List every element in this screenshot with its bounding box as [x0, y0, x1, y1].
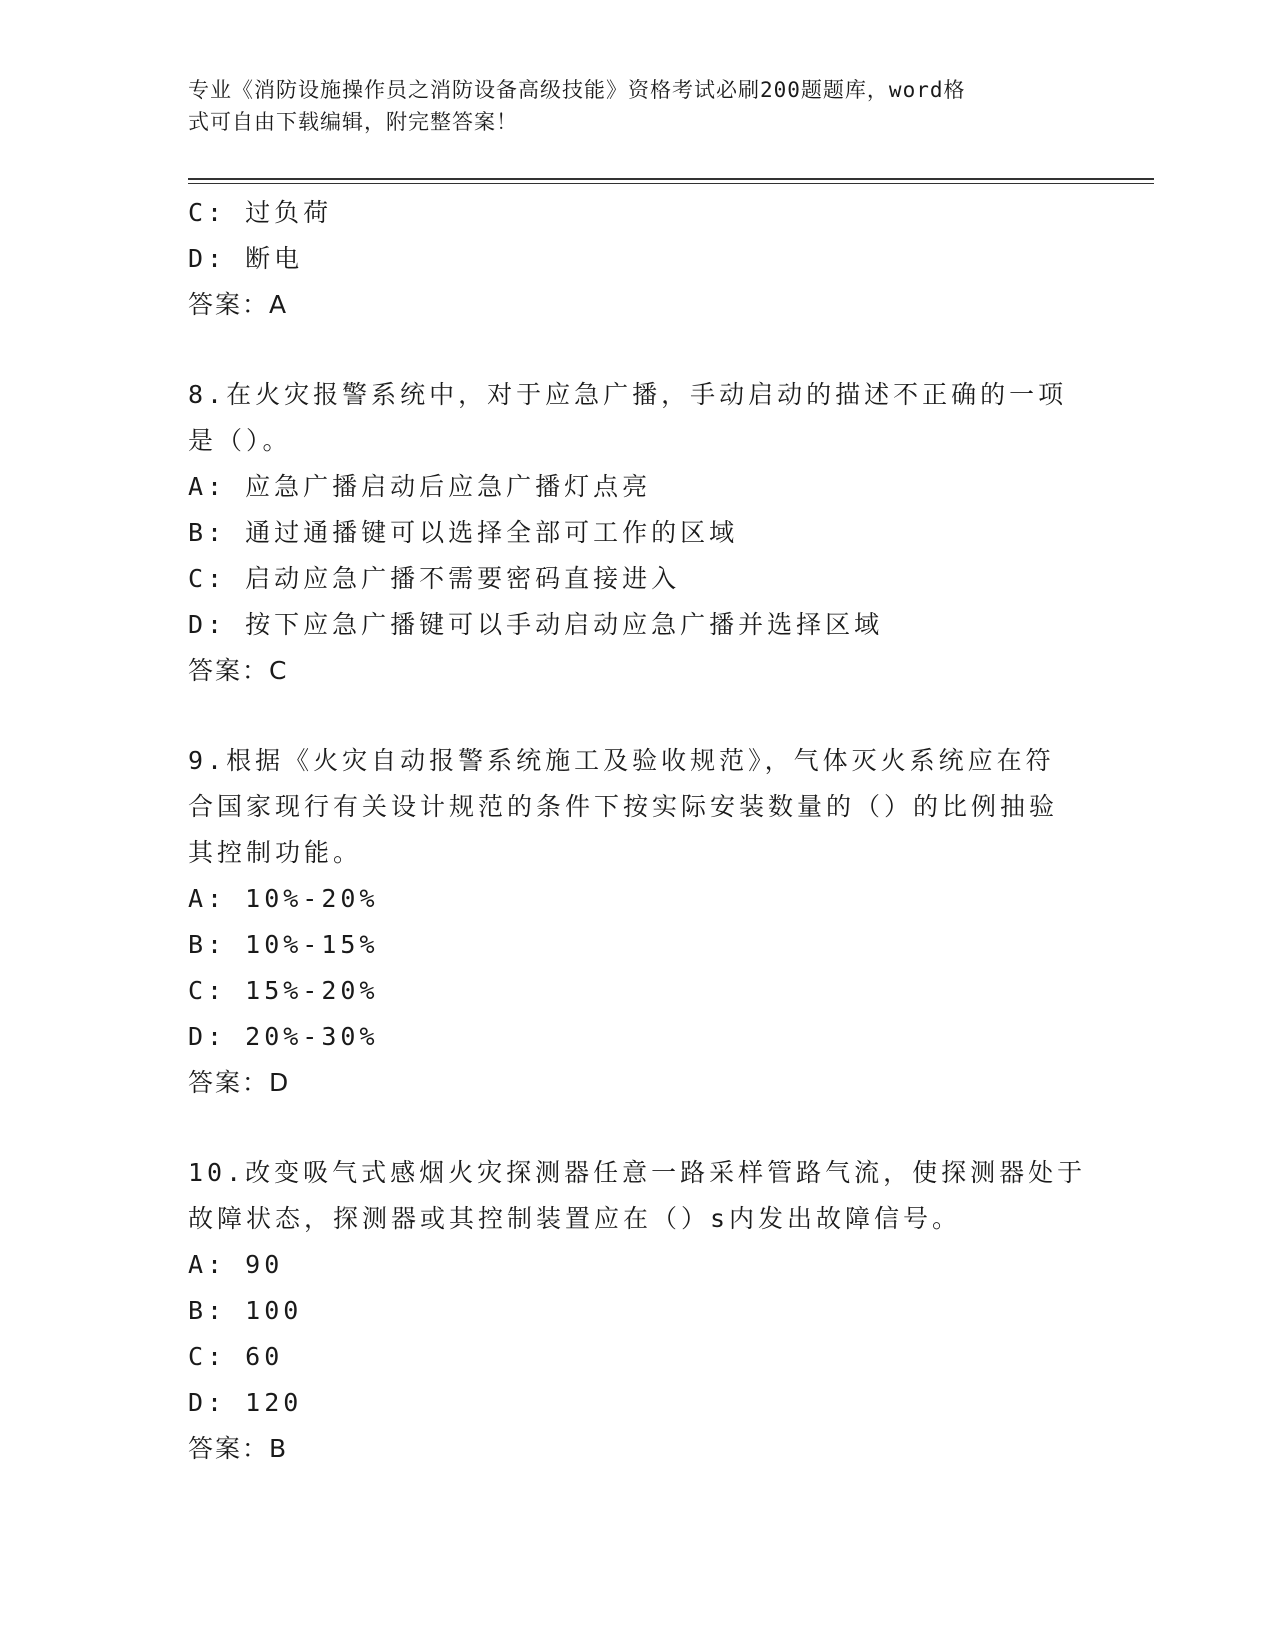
spacer [188, 694, 1088, 738]
document-header [188, 74, 1068, 138]
question-list [188, 190, 1088, 1472]
question-10 [188, 1150, 1088, 1472]
option-d: D: 断电 [188, 244, 304, 273]
header-divider-thick [188, 178, 1154, 180]
option-c: C: 15%-20% [188, 976, 379, 1005]
header-divider-thin [188, 183, 1154, 184]
header-line-1: 专业《消防设施操作员之消防设备高级技能》资格考试必刷200题题库，word格 [188, 78, 966, 102]
option-a: A: 90 [188, 1250, 284, 1279]
option-d: D: 按下应急广播键可以手动启动应急广播并选择区域 [188, 610, 884, 639]
answer-line: 答案：B [188, 1434, 289, 1463]
option-b: B: 100 [188, 1296, 303, 1325]
option-b: B: 10%-15% [188, 930, 379, 959]
stem-line: 10.改变吸气式感烟火灾探测器任意一路采样管路气流，使探测器处于 [188, 1158, 1087, 1187]
stem-line: 其控制功能。 [188, 838, 363, 867]
question-8 [188, 372, 1088, 694]
option-c: C: 过负荷 [188, 198, 333, 227]
spacer [188, 1106, 1088, 1150]
stem-line: 合国家现行有关设计规范的条件下按实际安装数量的（）的比例抽验 [188, 792, 1059, 821]
stem-line: 9.根据《火灾自动报警系统施工及验收规范》，气体灭火系统应在符 [188, 746, 1055, 775]
answer-line: 答案：C [188, 656, 289, 685]
spacer [188, 328, 1088, 372]
stem-line: 故障状态，探测器或其控制装置应在（）s内发出故障信号。 [188, 1204, 962, 1233]
option-b: B: 通过通播键可以选择全部可工作的区域 [188, 518, 739, 547]
stem-line: 8.在火灾报警系统中，对于应急广播，手动启动的描述不正确的一项 [188, 380, 1068, 409]
header-line-2: 式可自由下载编辑，附完整答案！ [188, 110, 518, 134]
answer-line: 答案：A [188, 290, 289, 319]
question-stem [188, 1150, 1088, 1242]
question-9 [188, 738, 1088, 1106]
option-d: D: 20%-30% [188, 1022, 379, 1051]
previous-question-tail [188, 190, 1088, 328]
option-a: A: 应急广播启动后应急广播灯点亮 [188, 472, 652, 501]
question-stem [188, 738, 1088, 876]
option-a: A: 10%-20% [188, 884, 379, 913]
option-d: D: 120 [188, 1388, 303, 1417]
option-c: C: 启动应急广播不需要密码直接进入 [188, 564, 681, 593]
question-stem [188, 372, 1088, 464]
stem-line: 是（）。 [188, 426, 292, 455]
answer-line: 答案：D [188, 1068, 291, 1097]
option-c: C: 60 [188, 1342, 284, 1371]
